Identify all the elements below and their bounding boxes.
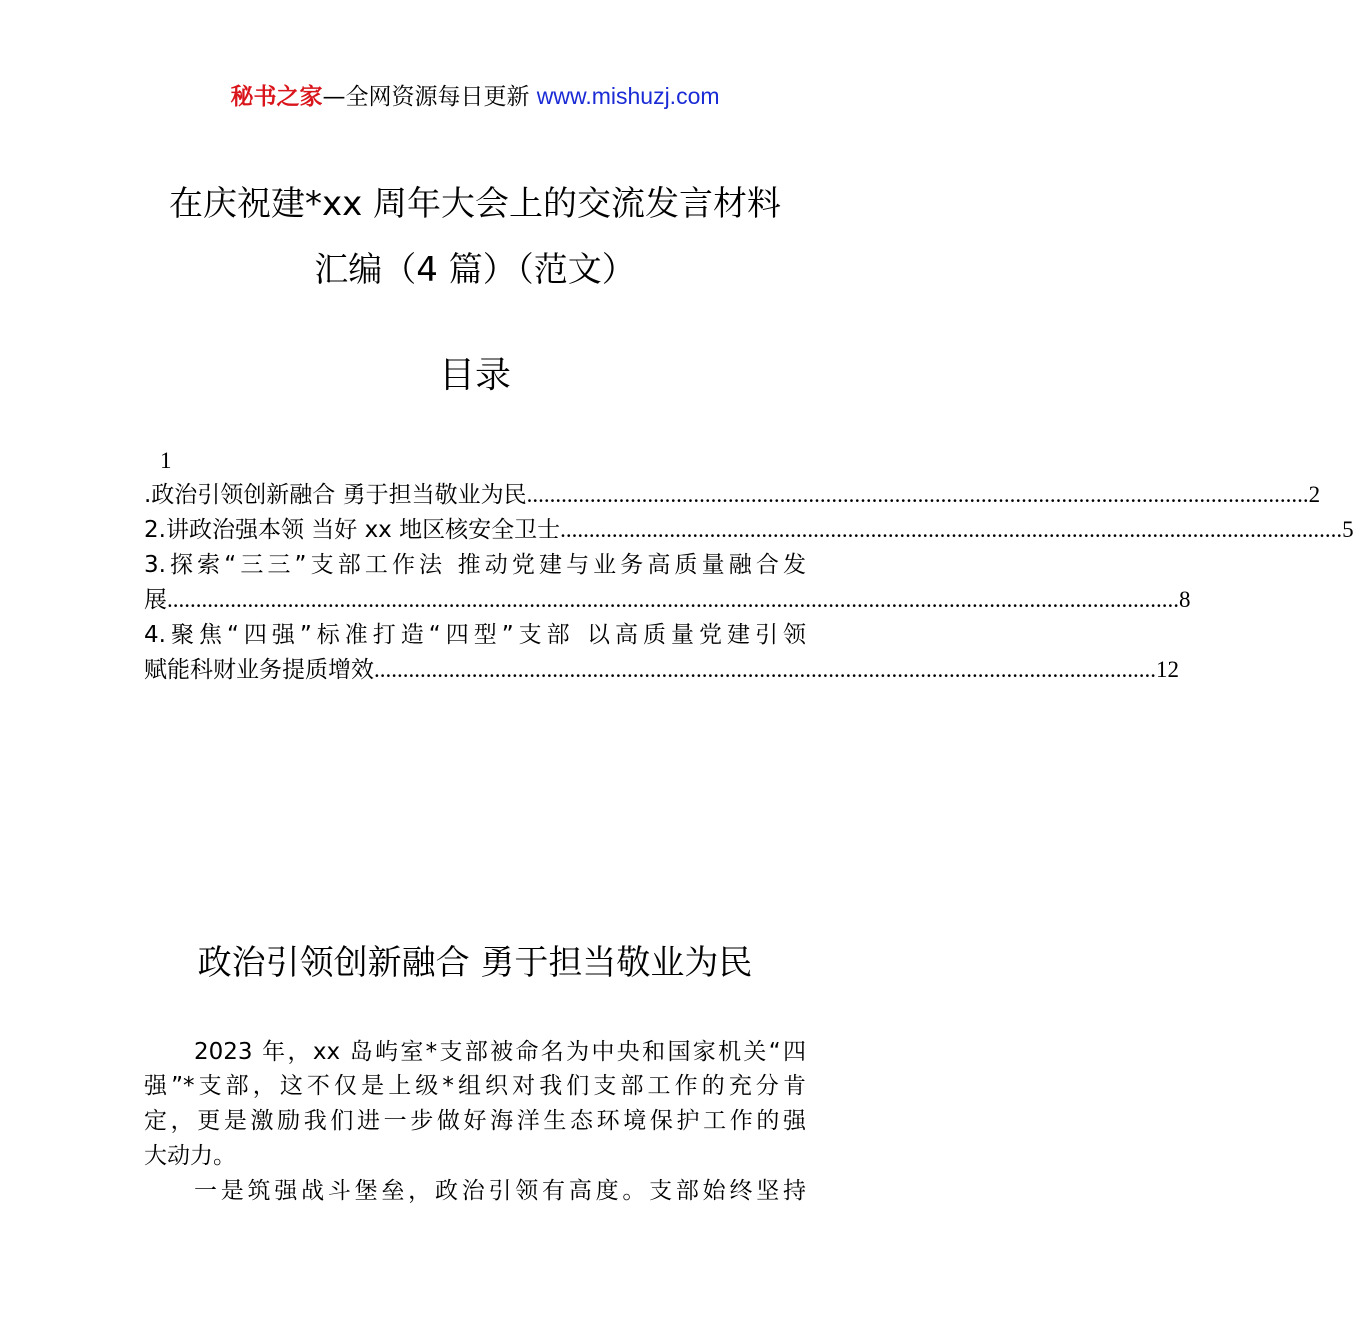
- paragraph-line: 2023 年，xx 岛屿室*支部被命名为中央和国家机关“四: [194, 1039, 806, 1065]
- toc-entry-page: 5: [1342, 517, 1354, 542]
- toc-entry-1[interactable]: [144, 478, 1321, 512]
- site-header: [0, 80, 950, 113]
- toc-first-number: 1: [160, 448, 172, 473]
- paragraph-line: 强”*支部，这不仅是上级*组织对我们支部工作的充分肯: [144, 1073, 806, 1099]
- toc-entry-2[interactable]: [144, 513, 1354, 547]
- site-name: 秘书之家: [230, 84, 323, 110]
- toc-entry-3-line-1[interactable]: 3.探索“三三”支部工作法 推动党建与业务高质量融合发: [144, 552, 806, 578]
- toc-leader-dots: ........................................................................................................................................: [560, 517, 1343, 542]
- toc-entry-text: 展: [144, 587, 167, 613]
- toc-leader-dots: ................................................................................................................................................................................: [167, 587, 1179, 612]
- toc-entry-text: .政治引领创新融合 勇于担当敬业为民: [144, 482, 527, 508]
- toc-entry-page: 8: [1179, 587, 1191, 612]
- site-tagline: —全网资源每日更新: [322, 84, 537, 110]
- toc-entry-text: 赋能科财业务提质增效: [144, 657, 374, 683]
- toc-entry-page: 12: [1156, 657, 1179, 682]
- paragraph-line: 一是筑强战斗堡垒，政治引领有高度。支部始终坚持: [194, 1178, 806, 1204]
- toc-leader-dots: ........................................................................................................................................: [526, 482, 1309, 507]
- toc-heading: 目录: [438, 355, 511, 396]
- paragraph-line: 大动力。: [144, 1143, 236, 1169]
- document-title-line-1: 在庆祝建*xx 周年大会上的交流发言材料: [168, 184, 782, 224]
- document-title-line-2: 汇编（4 篇）（范文）: [314, 250, 636, 290]
- toc-entry-4-line-1[interactable]: 4.聚焦“四强”标准打造“四型”支部 以高质量党建引领: [144, 622, 806, 648]
- toc-entry-3[interactable]: [144, 583, 1191, 617]
- toc-leader-dots: ........................................................................................................................................: [374, 657, 1156, 682]
- toc-entry-page: 2: [1308, 482, 1321, 507]
- paragraph-line: 定，更是激励我们进一步做好海洋生态环境保护工作的强: [144, 1108, 806, 1134]
- site-url-link[interactable]: www.mishuzj.com: [536, 83, 720, 109]
- toc-entry-4[interactable]: [144, 653, 1179, 687]
- section-title: 政治引领创新融合 勇于担当敬业为民: [197, 943, 753, 983]
- toc-entry-text: 2.讲政治强本领 当好 xx 地区核安全卫士: [144, 517, 561, 543]
